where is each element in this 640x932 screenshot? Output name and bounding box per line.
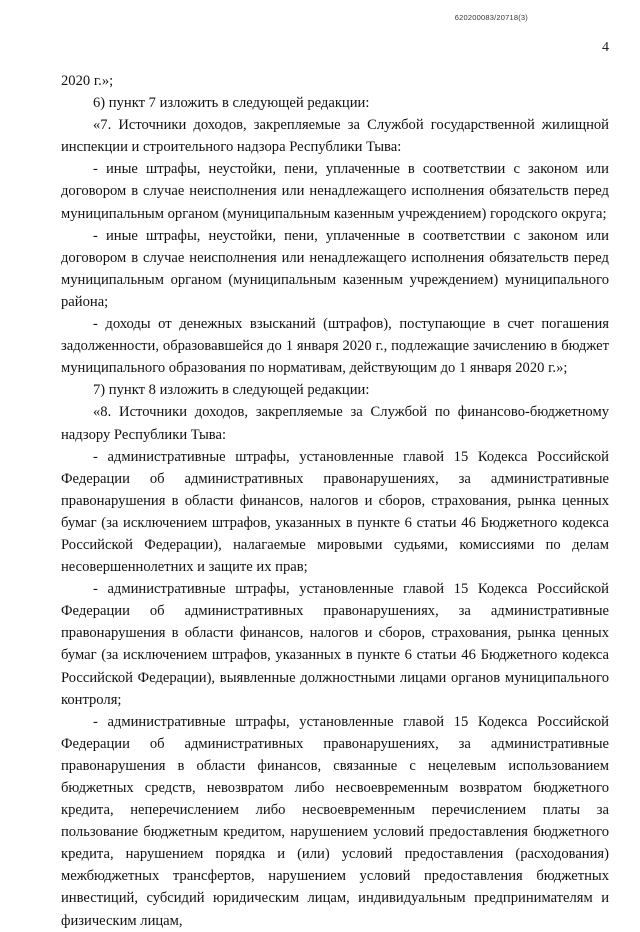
paragraph-item-8-bullet-3: - административные штрафы, установленные главой 15 Кодекса Российской Федерации об административных правонарушениях, за административные правонарушения в области финансов, связанные с нецелевым использованием бюджетных средств, невозвратом либо несвоевременным возвратом бюджетного кредита, неперечислением либо несвоевременным перечислением платы за пользование бюджетным кредитом, нарушением условий предоставления бюджетного кредита, нарушением порядка и (или) условий предоставления (расходования) межбюджетных трансфертов, нарушением условий предоставления бюджетных инвестиций, субсидий юридическим лицам, индивидуальным предпринимателям и физическим лицам, <box>61 713 609 929</box>
paragraph-item-7-bullet-1: - иные штрафы, неустойки, пени, уплаченные в соответствии с законом или договором в случае неисполнения или ненадлежащего исполнения обязательств перед муниципальным органом (муниципальным казенным учреждением) городского округа; <box>61 161 609 222</box>
paragraph-item-7: «7. Источники доходов, закрепляемые за Службой государственной жилищной инспекции и строительного надзора Республики Тыва: <box>61 117 609 156</box>
document-body <box>61 70 609 932</box>
page-number: 4 <box>602 40 609 55</box>
paragraph-item-8-bullet-2: - административные штрафы, установленные главой 15 Кодекса Российской Федерации об административных правонарушениях, за административные правонарушения в области финансов, налогов и сборов, страхования, рынка ценных бумаг (за исключением штрафов, указанных в пункте 6 статьи 46 Бюджетного кодекса Российской Федерации), выявленные должностными лицами органов муниципального контроля; <box>61 581 609 708</box>
paragraph-item-8: «8. Источники доходов, закрепляемые за Службой по финансово-бюджетному надзору Республики Тыва: <box>61 404 609 443</box>
paragraph-amendment-6: 6) пункт 7 изложить в следующей редакции: <box>93 95 370 112</box>
paragraph-item-7-bullet-3: - доходы от денежных взысканий (штрафов), поступающие в счет погашения задолженности, образовавшейся до 1 января 2020 г., подлежащие зачислению в бюджет муниципального образования по нормативам, действующим до 1 января 2020 г.»; <box>61 316 609 377</box>
paragraph-amendment-7: 7) пункт 8 изложить в следующей редакции: <box>93 382 370 399</box>
paragraph-item-7-bullet-2: - иные штрафы, неустойки, пени, уплаченные в соответствии с законом или договором в случае неисполнения или ненадлежащего исполнения обязательств перед муниципальным органом (муниципальным казенным учреждением) муниципального района; <box>61 227 609 310</box>
document-code: 620200083/20718(3) <box>454 13 528 22</box>
paragraph-continuation: 2020 г.»; <box>61 73 114 89</box>
paragraph-item-8-bullet-1: - административные штрафы, установленные главой 15 Кодекса Российской Федерации об административных правонарушениях, за административные правонарушения в области финансов, налогов и сборов, страхования, рынка ценных бумаг (за исключением штрафов, указанных в пункте 6 статьи 46 Бюджетного кодекса Российской Федерации), налагаемые мировыми судьями, комиссиями по делам несовершеннолетних и защите их прав; <box>61 448 609 576</box>
